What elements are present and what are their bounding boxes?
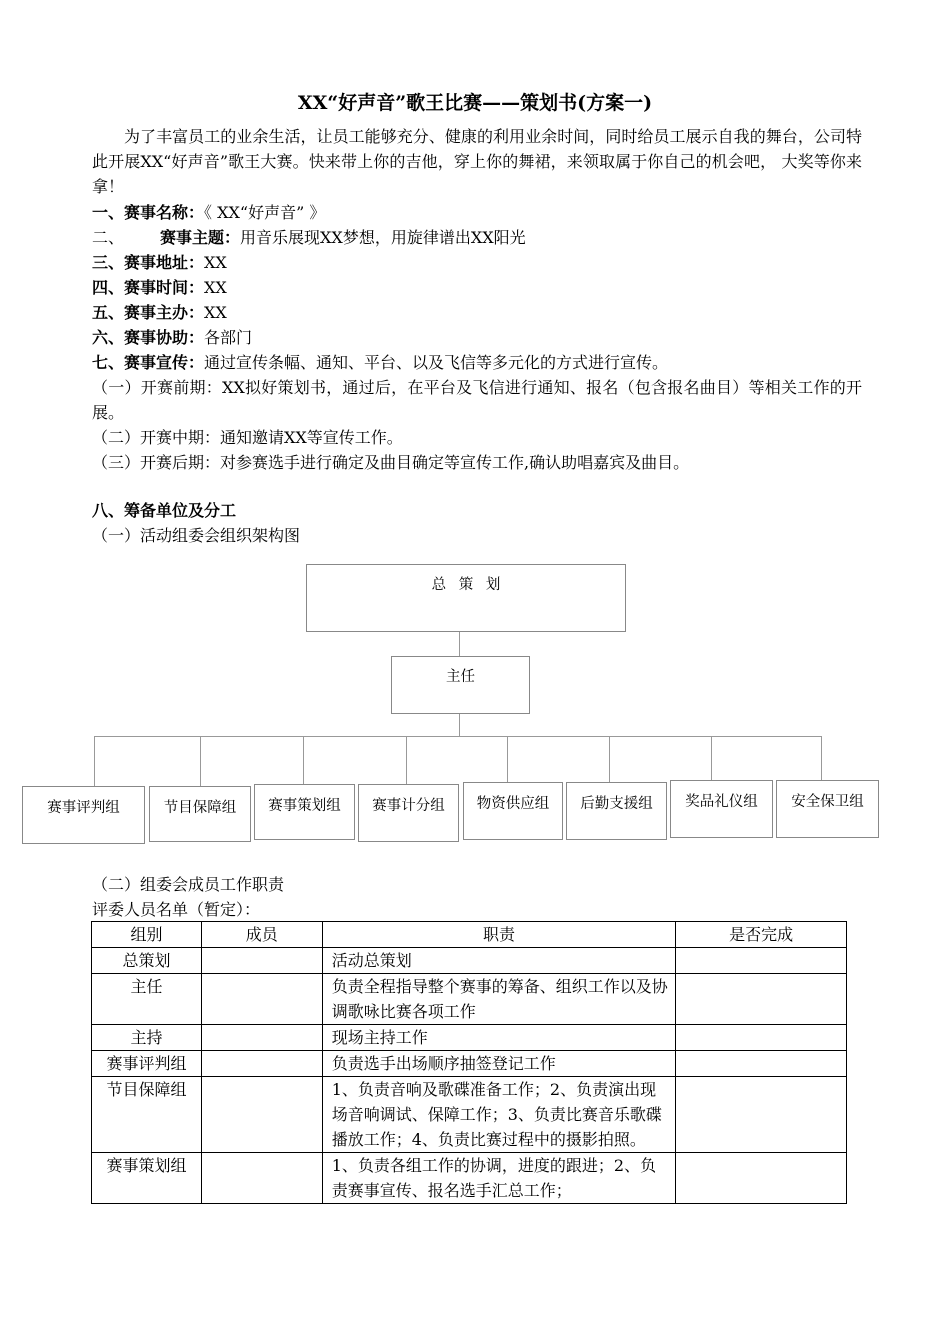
- section-value: 《 XX“好声音” 》: [204, 203, 326, 222]
- org-box-group: 赛事评判组: [22, 786, 145, 844]
- section-value: XX: [204, 278, 227, 297]
- org-connector: [200, 736, 201, 786]
- table-cell-done: [676, 1051, 847, 1077]
- table-header-row: [92, 922, 847, 948]
- table-cell-duty: 现场主持工作: [322, 1025, 676, 1051]
- table-cell-duty: 负责全程指导整个赛事的筹备、组织工作以及协调歌咏比赛各项工作: [322, 974, 676, 1025]
- duties-heading: （二）组委会成员工作职责: [92, 875, 285, 894]
- table-cell-group: 赛事策划组: [92, 1153, 202, 1204]
- org-connector: [94, 736, 822, 737]
- table-cell-member: [201, 1153, 322, 1204]
- org-box-group: 安全保卫组: [776, 780, 879, 838]
- table-cell-duty: 1、负责音响及歌碟准备工作；2、负责演出现场音响调试、保障工作；3、负责比赛音乐歌碟播放工作；4、负责比赛过程中的摄影拍照。: [322, 1077, 676, 1153]
- section-label: 五、赛事主办：: [92, 303, 205, 322]
- section-event-promotion: [92, 351, 668, 375]
- table-cell-duty: 活动总策划: [322, 948, 676, 974]
- org-connector: [507, 736, 508, 782]
- org-box-group: 奖品礼仪组: [670, 780, 773, 838]
- table-cell-member: [201, 1025, 322, 1051]
- table-cell-group: 主持: [92, 1025, 202, 1051]
- table-cell-done: [676, 948, 847, 974]
- document-title: XX“好声音”歌王比赛——策划书(方案一): [297, 92, 653, 114]
- org-box-top: 总 策 划: [306, 564, 626, 632]
- duties-table: [91, 921, 847, 1204]
- org-connector: [406, 736, 407, 784]
- org-box-director: 主任: [391, 656, 530, 714]
- table-cell-member: [201, 948, 322, 974]
- table-row: [92, 974, 847, 1025]
- section-event-address: [92, 251, 227, 275]
- section-event-theme: [92, 226, 526, 250]
- section-label: 一、赛事名称：: [92, 203, 205, 222]
- promotion-phase-early: （一）开赛前期：XX拟好策划书，通过后，在平台及飞信进行通知、报名（包含报名曲目）等相关工作的开展。: [92, 378, 862, 422]
- table-row: [92, 1077, 847, 1153]
- section-event-time: [92, 276, 227, 300]
- table-header: 组别: [92, 922, 202, 948]
- table-row: [92, 948, 847, 974]
- judges-list-title: 评委人员名单（暂定）：: [92, 900, 261, 919]
- org-box-group: 后勤支援组: [566, 782, 667, 840]
- table-header: 成员: [201, 922, 322, 948]
- section-label: 三、赛事地址：: [92, 253, 205, 272]
- section-label: 七、赛事宣传：: [92, 353, 205, 372]
- section-value: XX: [204, 253, 227, 272]
- org-box-group: 节目保障组: [149, 786, 251, 842]
- org-connector: [459, 632, 460, 656]
- section-value: XX: [204, 303, 227, 322]
- table-header: 是否完成: [676, 922, 847, 948]
- org-chart-heading: （一）活动组委会组织架构图: [92, 526, 301, 545]
- table-cell-member: [201, 1077, 322, 1153]
- table-row: [92, 1153, 847, 1204]
- table-cell-duty: 负责选手出场顺序抽签登记工作: [322, 1051, 676, 1077]
- table-cell-done: [676, 974, 847, 1025]
- org-box-group: 物资供应组: [463, 782, 563, 840]
- table-cell-done: [676, 1153, 847, 1204]
- section-label: 赛事主题：: [160, 228, 241, 247]
- org-connector: [94, 736, 95, 786]
- table-cell-group: 赛事评判组: [92, 1051, 202, 1077]
- section-value: 用音乐展现XX梦想，用旋律谱出XX阳光: [240, 228, 526, 247]
- table-row: [92, 1051, 847, 1077]
- table-cell-done: [676, 1077, 847, 1153]
- section-number: 二、: [92, 228, 125, 247]
- section-event-host: [92, 301, 227, 325]
- table-cell-duty: 1、负责各组工作的协调，进度的跟进；2、负责赛事宣传、报名选手汇总工作；: [322, 1153, 676, 1204]
- table-cell-done: [676, 1025, 847, 1051]
- section-value: 各部门: [204, 328, 253, 347]
- section-label: 四、赛事时间：: [92, 278, 205, 297]
- section-event-assist: [92, 326, 252, 350]
- section-event-name: [92, 201, 325, 225]
- table-cell-member: [201, 1051, 322, 1077]
- table-cell-member: [201, 974, 322, 1025]
- section-value: 通过宣传条幅、通知、平台、以及飞信等多元化的方式进行宣传。: [204, 353, 669, 372]
- table-cell-group: 总策划: [92, 948, 202, 974]
- org-connector: [303, 736, 304, 784]
- section-organization: 八、筹备单位及分工: [92, 501, 237, 520]
- table-row: [92, 1025, 847, 1051]
- org-box-group: 赛事策划组: [254, 784, 355, 840]
- org-connector: [459, 714, 460, 736]
- table-cell-group: 主任: [92, 974, 202, 1025]
- org-connector: [609, 736, 610, 782]
- intro-paragraph: 为了丰富员工的业余生活，让员工能够充分、健康的利用业余时间，同时给员工展示自我的舞台，公司特此开展XX“好声音”歌王大赛。快来带上你的吉他，穿上你的舞裙，来领取属于你自己的机会吧， 大奖等你来拿！: [92, 127, 862, 196]
- org-connector: [821, 736, 822, 780]
- promotion-phase-late: （三）开赛后期：对参赛选手进行确定及曲目确定等宣传工作,确认助唱嘉宾及曲目。: [92, 453, 690, 472]
- org-box-group: 赛事计分组: [358, 784, 459, 842]
- promotion-phase-mid: （二）开赛中期：通知邀请XX等宣传工作。: [92, 428, 403, 447]
- org-connector: [711, 736, 712, 780]
- table-header: 职责: [322, 922, 676, 948]
- table-cell-group: 节目保障组: [92, 1077, 202, 1153]
- section-label: 六、赛事协助：: [92, 328, 205, 347]
